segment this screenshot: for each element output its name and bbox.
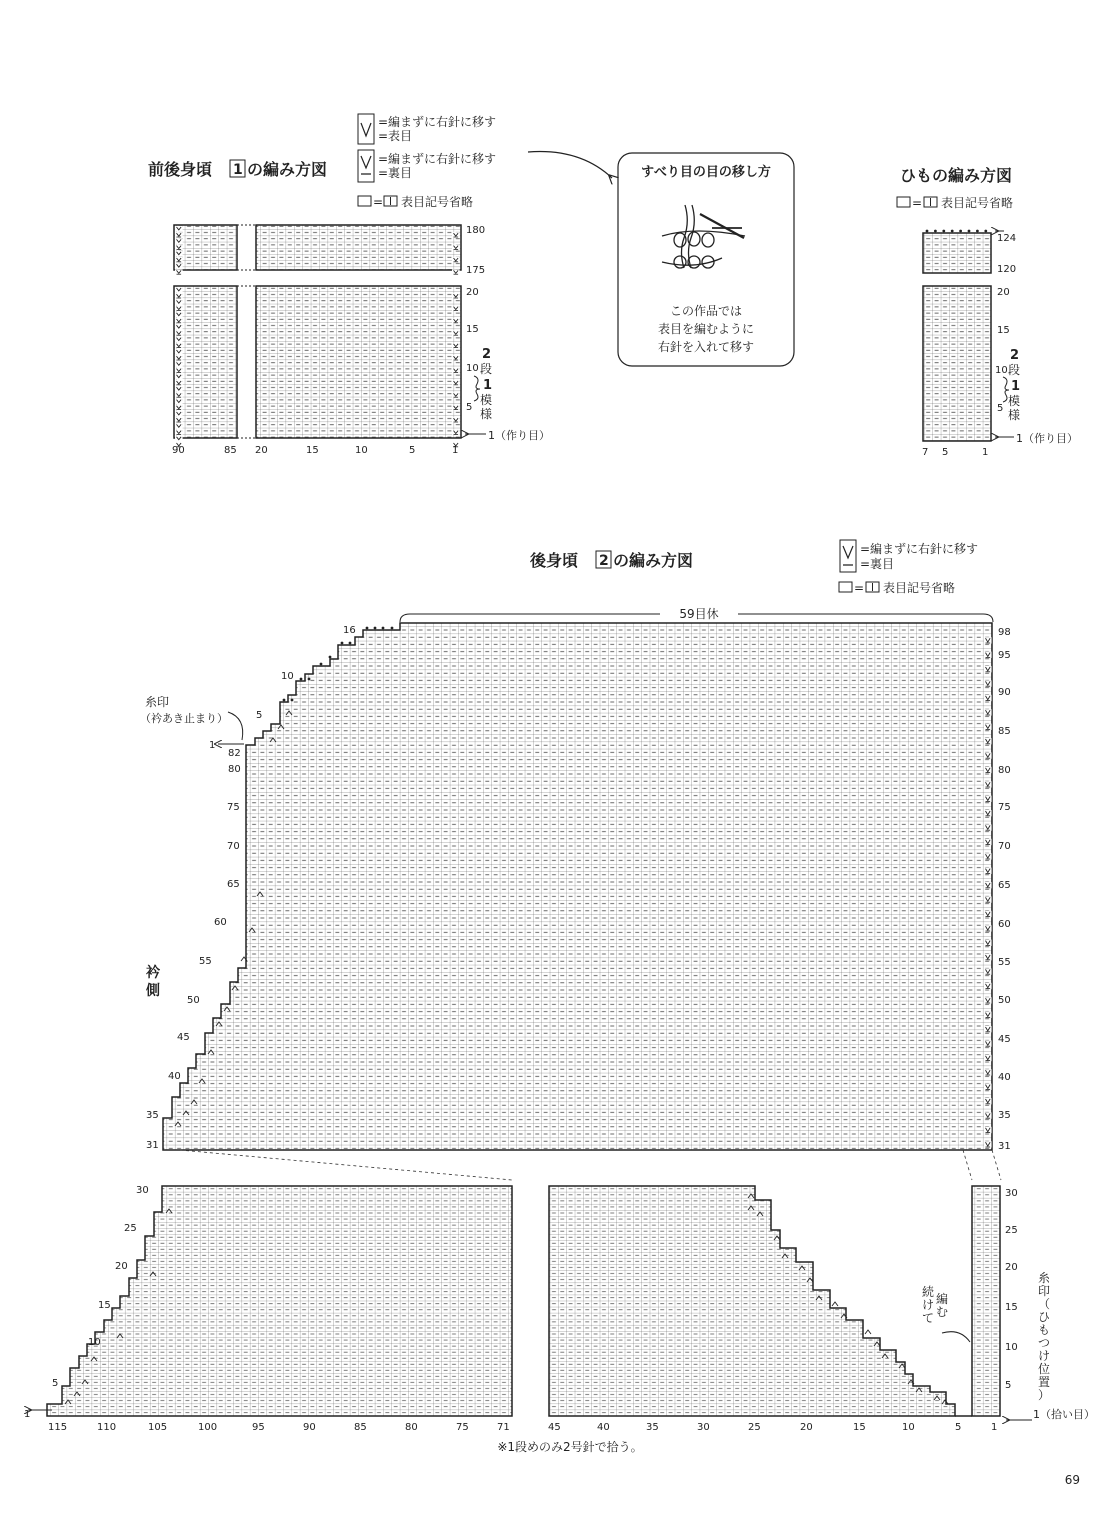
lower-left-label-10: 10 bbox=[88, 1337, 101, 1348]
chart1-col-10: 10 bbox=[355, 445, 368, 456]
col-label-25: 25 bbox=[748, 1422, 761, 1433]
cord-row-5: 5 bbox=[997, 403, 1004, 414]
cord-chart-title: ひもの編み方図 bbox=[900, 166, 1013, 185]
col-label-45: 45 bbox=[548, 1422, 561, 1433]
slip-stitch-mark bbox=[984, 824, 992, 830]
rest-stitches-label: 59目休 bbox=[679, 607, 719, 621]
bind-off-dot bbox=[959, 230, 962, 233]
chart2-legend-b: =裏目 bbox=[860, 557, 895, 571]
chart2-lower-grid-left bbox=[47, 1186, 512, 1416]
page-number: 69 bbox=[1064, 1473, 1080, 1487]
cord-marker-char-5: つ bbox=[1038, 1336, 1051, 1350]
slip-stitch-mark bbox=[984, 810, 992, 816]
slip-stitch-mark bbox=[984, 911, 992, 917]
col-label-10: 10 bbox=[902, 1422, 915, 1433]
chart2-legend-text: 表目記号省略 bbox=[883, 581, 956, 595]
lower-row-label-30: 30 bbox=[1005, 1188, 1018, 1199]
upper-row-label-45: 45 bbox=[998, 1034, 1011, 1045]
upper-row-label-95: 95 bbox=[998, 650, 1011, 661]
slip-stitch-mark bbox=[452, 417, 460, 422]
upper-left-label-55: 55 bbox=[199, 956, 212, 967]
slip-box-pointer-arrow bbox=[528, 152, 612, 178]
upper-row-label-31: 31 bbox=[998, 1141, 1011, 1152]
upper-row-label-90: 90 bbox=[998, 687, 1011, 698]
upper-left-label-60: 60 bbox=[214, 917, 227, 928]
slip-stitch-mark bbox=[984, 709, 992, 715]
lower-row-label-10: 10 bbox=[1005, 1342, 1018, 1353]
chart1-col-15: 15 bbox=[306, 445, 319, 456]
upper-row-label-65: 65 bbox=[998, 880, 1011, 891]
col-label-85: 85 bbox=[354, 1422, 367, 1433]
slip-stitch-mark bbox=[175, 269, 183, 274]
chart1-grid-bottom-right bbox=[256, 286, 461, 438]
upper-row-label-80: 80 bbox=[998, 765, 1011, 776]
cord-row-15: 15 bbox=[997, 325, 1010, 336]
chart1-repeat-dan: 段 bbox=[480, 362, 493, 376]
cord-grid-bottom bbox=[923, 286, 991, 441]
slip-box-line-2: 表目を編むように bbox=[657, 322, 755, 336]
slip-stitch-mark bbox=[984, 868, 992, 874]
lower-left-label-25: 25 bbox=[124, 1223, 137, 1234]
slip-stitch-mark bbox=[984, 796, 992, 802]
slip-stitch-mark bbox=[984, 1055, 992, 1061]
bind-off-dot bbox=[329, 656, 332, 659]
blank-cell-symbol bbox=[358, 196, 371, 206]
slip-stitch-mark bbox=[984, 637, 992, 643]
slip-stitch-mark bbox=[175, 392, 183, 397]
slip-stitch-mark bbox=[452, 293, 460, 298]
slip-stitch-mark bbox=[452, 269, 460, 274]
upper-left-label-45: 45 bbox=[177, 1032, 190, 1043]
continue-note-leader bbox=[942, 1332, 970, 1342]
chart1-title-num: 1 bbox=[233, 162, 243, 178]
upper-row-label-98: 98 bbox=[998, 627, 1011, 638]
continue-note-char-4: む bbox=[936, 1305, 949, 1319]
chart2-title-pre: 後身頃 bbox=[530, 551, 579, 570]
upper-left-label-65: 65 bbox=[227, 879, 240, 890]
bind-off-dot bbox=[283, 699, 286, 702]
cord-col-7: 7 bbox=[922, 447, 929, 458]
chart2-title-post: の編み方図 bbox=[613, 551, 694, 570]
upper-left-label-50: 50 bbox=[187, 995, 200, 1006]
bind-off-dot bbox=[300, 678, 303, 681]
cord-repeat-mo: 模 bbox=[1008, 394, 1021, 408]
chart1-row-15: 15 bbox=[466, 324, 479, 335]
chart2-slip-purl-symbol bbox=[840, 540, 856, 572]
chart2-legend-a: =編まずに右針に移す bbox=[860, 542, 979, 556]
slip-stitch-mark bbox=[984, 666, 992, 672]
chart1-row-10: 10 bbox=[466, 363, 479, 374]
slip-stitch-mark bbox=[984, 1012, 992, 1018]
col-label-115: 115 bbox=[48, 1422, 68, 1433]
slip-purl-symbol bbox=[358, 150, 374, 182]
upper-left-label-75: 75 bbox=[227, 802, 240, 813]
col-label-80: 80 bbox=[405, 1422, 418, 1433]
cord-marker-char-2: （ bbox=[1038, 1297, 1051, 1311]
bind-off-dot bbox=[308, 678, 311, 681]
lower-row-label-20: 20 bbox=[1005, 1262, 1018, 1273]
lower-left-label-15: 15 bbox=[98, 1300, 111, 1311]
slip-stitch-mark bbox=[984, 781, 992, 787]
cord-repeat-2: 2 bbox=[1010, 348, 1020, 363]
col-label-20: 20 bbox=[800, 1422, 813, 1433]
lower-left-label-5: 5 bbox=[52, 1378, 59, 1389]
slip-stitch-mark bbox=[984, 983, 992, 989]
decrease-mark bbox=[832, 1302, 838, 1306]
slip-stitch-mark bbox=[175, 299, 183, 304]
cord-chart bbox=[897, 166, 1078, 458]
bind-off-dot bbox=[374, 627, 377, 630]
slip-stitch-mark bbox=[175, 423, 183, 428]
cord-marker-char-9: ） bbox=[1038, 1388, 1051, 1402]
neck-stitch-16: 16 bbox=[343, 625, 356, 636]
upper-row-label-70: 70 bbox=[998, 841, 1011, 852]
col-label-110: 110 bbox=[97, 1422, 117, 1433]
upper-left-label-40: 40 bbox=[168, 1071, 181, 1082]
chart1-row-180: 180 bbox=[466, 225, 486, 236]
bind-off-dot bbox=[341, 642, 344, 645]
cord-marker-char-1: 印 bbox=[1038, 1284, 1051, 1298]
slip-stitch-mark bbox=[452, 318, 460, 323]
upper-row-label-40: 40 bbox=[998, 1072, 1011, 1083]
cord-marker-char-8: 置 bbox=[1038, 1375, 1051, 1389]
slip-method-box bbox=[618, 153, 794, 366]
col-label-71: 71 bbox=[497, 1422, 510, 1433]
chart2-lower-row-labels bbox=[1005, 1188, 1018, 1391]
slip-stitch-mark bbox=[984, 695, 992, 701]
slip-stitch-mark bbox=[984, 1069, 992, 1075]
lower-left-label-20: 20 bbox=[115, 1261, 128, 1272]
upper-row-label-60: 60 bbox=[998, 919, 1011, 930]
slip-stitch-mark bbox=[452, 257, 460, 262]
neck-marker-leader bbox=[228, 712, 243, 740]
legend-slip-knit-b: =表目 bbox=[378, 129, 413, 143]
bind-off-dot bbox=[976, 230, 979, 233]
upper-left-label-70: 70 bbox=[227, 841, 240, 852]
chart2-title-num: 2 bbox=[599, 553, 609, 569]
cord-col-1: 1 bbox=[982, 447, 989, 458]
slip-stitch-mark bbox=[984, 997, 992, 1003]
lower-left-label-30: 30 bbox=[136, 1185, 149, 1196]
slip-stitch-mark bbox=[175, 238, 183, 243]
bind-off-dot bbox=[382, 627, 385, 630]
slip-stitch-mark bbox=[175, 263, 183, 268]
slip-stitch-mark bbox=[175, 337, 183, 342]
slip-stitch-mark bbox=[984, 1084, 992, 1090]
slip-stitch-mark bbox=[984, 680, 992, 686]
neck-side-1: 衿 bbox=[146, 965, 160, 981]
chart2-legend bbox=[839, 540, 978, 595]
slip-stitch-mark bbox=[452, 368, 460, 373]
continue-note-char-3: 編 bbox=[936, 1292, 949, 1306]
chart1-legend bbox=[358, 114, 496, 209]
chart2-blank-cell-symbol bbox=[839, 582, 852, 592]
slip-stitch-mark bbox=[175, 293, 183, 298]
continue-note-char-0: 続 bbox=[922, 1285, 935, 1299]
slip-stitch-mark bbox=[175, 312, 183, 317]
upper-left-label-80: 80 bbox=[228, 764, 241, 775]
chart1-grid-top-left bbox=[174, 225, 237, 270]
continue-knitting-note bbox=[922, 1284, 948, 1325]
chart1-repeat-1: 1 bbox=[483, 378, 493, 393]
slip-stitch-mark bbox=[452, 330, 460, 335]
slip-stitch-mark bbox=[452, 355, 460, 360]
bind-off-dot bbox=[349, 642, 352, 645]
slip-box-line-1: この作品では bbox=[669, 304, 743, 318]
slip-stitch-mark bbox=[175, 306, 183, 311]
slip-stitch-mark bbox=[984, 896, 992, 902]
col-label-40: 40 bbox=[597, 1422, 610, 1433]
slip-stitch-mark bbox=[175, 349, 183, 354]
slip-stitch-mark bbox=[984, 1112, 992, 1118]
chart1-col-20: 20 bbox=[255, 445, 268, 456]
cord-legend-text: 表目記号省略 bbox=[941, 196, 1014, 210]
slip-stitch-mark bbox=[984, 1141, 992, 1147]
cord-repeat-1: 1 bbox=[1011, 379, 1021, 394]
neck-side-2: 側 bbox=[146, 983, 160, 999]
slip-stitch-mark bbox=[175, 361, 183, 366]
col-label-35: 35 bbox=[646, 1422, 659, 1433]
cord-attach-marker bbox=[1038, 1271, 1050, 1402]
chart2-lower-grid-middle bbox=[549, 1186, 955, 1416]
chart1-row-175: 175 bbox=[466, 265, 486, 276]
slip-knit-symbol bbox=[358, 114, 374, 144]
upper-row-label-85: 85 bbox=[998, 726, 1011, 737]
slip-stitch-mark bbox=[175, 430, 183, 435]
slip-stitch-mark bbox=[984, 752, 992, 758]
slip-stitch-mark bbox=[175, 436, 183, 441]
cord-marker-char-0: 糸 bbox=[1038, 1271, 1051, 1285]
slip-stitch-mark bbox=[452, 306, 460, 311]
slip-stitch-mark bbox=[984, 1040, 992, 1046]
slip-stitch-mark bbox=[984, 925, 992, 931]
slip-stitch-mark bbox=[175, 287, 183, 292]
chart1-col-1: 1 bbox=[452, 445, 459, 456]
slip-stitch-mark bbox=[984, 954, 992, 960]
chart1-col-5: 5 bbox=[409, 445, 416, 456]
slip-stitch-mark bbox=[452, 430, 460, 435]
col-label-15: 15 bbox=[853, 1422, 866, 1433]
legend-slip-purl-b: =裏目 bbox=[378, 166, 413, 180]
slip-stitch-mark bbox=[175, 330, 183, 335]
cord-grid-top bbox=[923, 233, 991, 273]
slip-stitch-mark bbox=[984, 652, 992, 658]
legend-omit-eq: = bbox=[373, 195, 384, 209]
slip-stitch-mark bbox=[175, 251, 183, 256]
slip-stitch-mark bbox=[984, 724, 992, 730]
bind-off-dot bbox=[291, 699, 294, 702]
cord-legend-eq: = bbox=[912, 196, 923, 210]
legend-slip-knit-a: =編まずに右針に移す bbox=[378, 115, 497, 129]
slip-stitch-mark bbox=[175, 226, 183, 231]
slip-stitch-mark bbox=[175, 405, 183, 410]
cord-bind-off-dots bbox=[926, 230, 988, 233]
slip-stitch-mark bbox=[175, 355, 183, 360]
slip-stitch-illustration bbox=[662, 205, 745, 268]
cord-marker-char-6: け bbox=[1038, 1349, 1051, 1363]
cord-repeat-you: 様 bbox=[1008, 408, 1021, 422]
slip-stitch-mark bbox=[452, 343, 460, 348]
upper-left-label-35: 35 bbox=[146, 1110, 159, 1121]
col-label-5: 5 bbox=[955, 1422, 962, 1433]
cord-marker-char-7: 位 bbox=[1038, 1362, 1051, 1376]
col-label-75: 75 bbox=[456, 1422, 469, 1433]
neck-marker-label: 糸印 bbox=[145, 695, 170, 709]
col-label-95: 95 bbox=[252, 1422, 265, 1433]
slip-stitch-mark bbox=[984, 853, 992, 859]
slip-stitch-mark bbox=[984, 738, 992, 744]
slip-stitch-mark bbox=[452, 232, 460, 237]
upper-row-label-50: 50 bbox=[998, 995, 1011, 1006]
chart1-col-85: 85 bbox=[224, 445, 237, 456]
chart2-section-connector bbox=[180, 1150, 1001, 1180]
continue-note-char-1: け bbox=[922, 1298, 935, 1312]
bind-off-dot bbox=[926, 230, 929, 233]
bind-off-dot bbox=[942, 230, 945, 233]
chart2 bbox=[24, 540, 1095, 1454]
upper-row-label-35: 35 bbox=[998, 1110, 1011, 1121]
chart1-row-5: 5 bbox=[466, 402, 473, 413]
chart1-repeat-you: 様 bbox=[480, 407, 493, 421]
chart1-title-post: の編み方図 bbox=[247, 160, 328, 179]
lower-row-label-5: 5 bbox=[1005, 1380, 1012, 1391]
slip-stitch-mark bbox=[175, 232, 183, 237]
slip-box-line-3: 右針を入れて移す bbox=[657, 340, 755, 354]
chart2-lower-grid-right bbox=[972, 1186, 1000, 1416]
chart1-title-pre: 前後身頃 bbox=[148, 160, 213, 179]
col-label-105: 105 bbox=[148, 1422, 168, 1433]
cord-row-124: 124 bbox=[997, 233, 1017, 244]
slip-stitch-mark bbox=[984, 882, 992, 888]
slip-stitch-mark bbox=[175, 318, 183, 323]
lower-row-label-25: 25 bbox=[1005, 1225, 1018, 1236]
cord-cast-on: 1（作り目） bbox=[1016, 432, 1078, 445]
col-label-30: 30 bbox=[697, 1422, 710, 1433]
cord-row-20: 20 bbox=[997, 287, 1010, 298]
cord-row-120: 120 bbox=[997, 264, 1017, 275]
slip-stitch-mark bbox=[452, 392, 460, 397]
slip-box-title: すべり目の目の移し方 bbox=[641, 165, 771, 180]
chart1-row-20: 20 bbox=[466, 287, 479, 298]
bind-off-dot bbox=[366, 627, 369, 630]
slip-stitch-mark bbox=[984, 940, 992, 946]
col-label-100: 100 bbox=[198, 1422, 218, 1433]
slip-stitch-mark bbox=[175, 380, 183, 385]
neck-marker-note: （衿あき止まり） bbox=[140, 712, 228, 725]
col-label-90: 90 bbox=[303, 1422, 316, 1433]
bind-off-dot bbox=[934, 230, 937, 233]
slip-stitch-mark bbox=[175, 374, 183, 379]
bind-off-dot bbox=[391, 627, 394, 630]
neck-stitch-1: 1 bbox=[209, 740, 216, 751]
pickup-label: 1（拾い目） bbox=[1033, 1408, 1095, 1421]
slip-stitch-mark bbox=[984, 1127, 992, 1133]
lower-left-label-1: 1 bbox=[24, 1409, 31, 1420]
chart1-repeat-mo: 模 bbox=[480, 393, 493, 407]
chart2-footnote: ※1段めのみ2号針で拾う。 bbox=[497, 1440, 643, 1454]
legend-slip-purl-a: =編まずに右針に移す bbox=[378, 152, 497, 166]
cord-blank-cell-symbol bbox=[897, 197, 910, 207]
slip-stitch-mark bbox=[984, 767, 992, 773]
chart2-legend-eq: = bbox=[854, 581, 865, 595]
chart1-grid-bottom-left bbox=[174, 286, 237, 438]
slip-stitch-mark bbox=[175, 399, 183, 404]
chart1-cast-on: 1（作り目） bbox=[488, 429, 550, 442]
cord-repeat-dan: 段 bbox=[1008, 363, 1021, 377]
chart1-col-90: 90 bbox=[172, 445, 185, 456]
upper-left-label-82: 82 bbox=[228, 748, 241, 759]
neck-stitch-5: 5 bbox=[256, 710, 263, 721]
bind-off-dot bbox=[984, 230, 987, 233]
slip-stitch-mark bbox=[175, 368, 183, 373]
chart1 bbox=[148, 114, 550, 456]
chart2-col-labels bbox=[48, 1422, 997, 1433]
bind-off-dot bbox=[951, 230, 954, 233]
slip-stitch-mark bbox=[175, 245, 183, 250]
col-label-1: 1 bbox=[991, 1422, 998, 1433]
slip-stitch-mark bbox=[984, 839, 992, 845]
slip-stitch-mark bbox=[452, 245, 460, 250]
slip-stitch-mark bbox=[452, 380, 460, 385]
slip-stitch-mark bbox=[175, 386, 183, 391]
chart2-upper-grid bbox=[163, 623, 992, 1150]
cord-row-10: 10 bbox=[995, 365, 1008, 376]
chart1-repeat-2: 2 bbox=[482, 347, 492, 362]
slip-stitch-mark bbox=[175, 411, 183, 416]
legend-omit-text: 表目記号省略 bbox=[401, 195, 474, 209]
upper-row-label-75: 75 bbox=[998, 802, 1011, 813]
slip-stitch-mark bbox=[984, 1026, 992, 1032]
cord-marker-char-4: も bbox=[1038, 1323, 1051, 1337]
upper-row-label-55: 55 bbox=[998, 957, 1011, 968]
upper-left-label-31: 31 bbox=[146, 1140, 159, 1151]
cord-marker-char-3: ひ bbox=[1038, 1310, 1051, 1324]
slip-stitch-mark bbox=[175, 324, 183, 329]
neck-stitch-10: 10 bbox=[281, 671, 294, 682]
slip-stitch-mark bbox=[452, 405, 460, 410]
slip-stitch-mark bbox=[175, 257, 183, 262]
lower-row-label-15: 15 bbox=[1005, 1302, 1018, 1313]
slip-stitch-mark bbox=[984, 968, 992, 974]
decrease-mark bbox=[865, 1330, 871, 1334]
continue-note-char-2: て bbox=[922, 1311, 935, 1325]
bind-off-dot bbox=[320, 663, 323, 666]
chart2-upper-row-labels bbox=[998, 627, 1011, 1152]
cord-col-5: 5 bbox=[942, 447, 949, 458]
slip-stitch-mark bbox=[175, 343, 183, 348]
chart1-grid-top-right bbox=[256, 225, 461, 270]
slip-stitch-mark bbox=[984, 1098, 992, 1104]
bind-off-dot bbox=[968, 230, 971, 233]
slip-stitch-mark bbox=[175, 417, 183, 422]
